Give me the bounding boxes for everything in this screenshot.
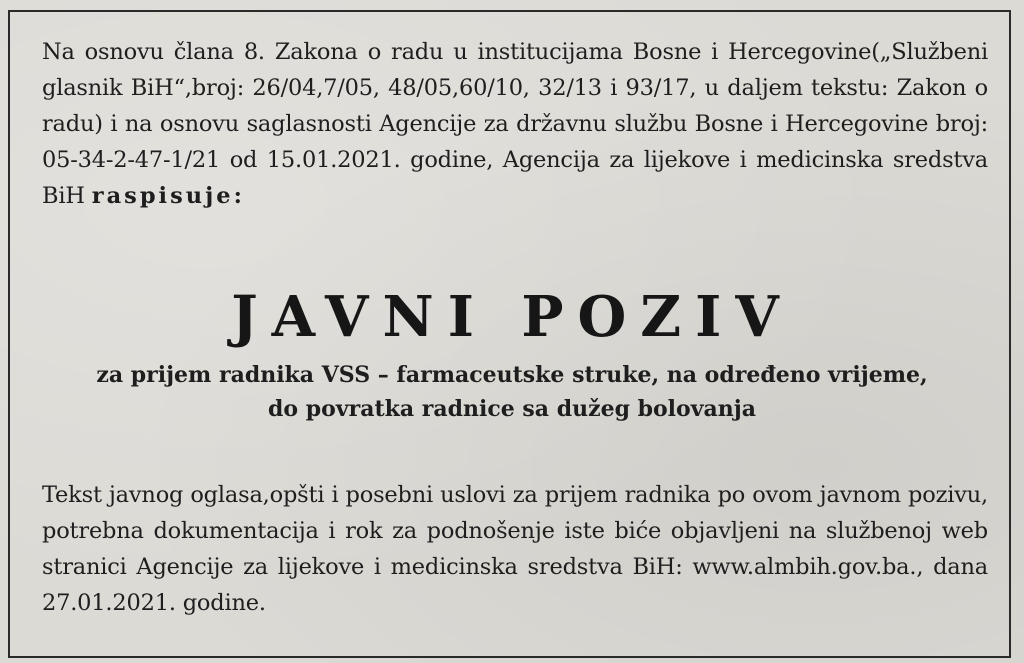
subtitle-line-1: za prijem radnika VSS – farmaceutske struke, na određeno vrijeme, xyxy=(96,362,928,388)
subtitle-line-2: do povratka radnice sa dužeg bolovanja xyxy=(268,396,756,422)
intro-paragraph xyxy=(42,34,988,214)
notice-subtitle xyxy=(0,358,1024,426)
intro-text: Na osnovu člana 8. Zakona o radu u institucijama Bosne i Hercegovine(„Službeni glasnik BiH“,broj: 26/04,7/05, 48/05,60/10, 32/13 i 93/17, u daljem tekstu: Zakon o radu) i na osnovu saglasnosti Agencije za državnu službu Bosne i Hercegovine broj: 05-34-2-47-1/21 od 15.01.2021. godine, Agencija za lijekove i medicinska sredstva BiH xyxy=(42,39,988,209)
intro-emphasis: raspisuje: xyxy=(91,183,245,209)
notice-title: JAVNI POZIV xyxy=(231,284,793,350)
body-paragraph: Tekst javnog oglasa,opšti i posebni uslovi za prijem radnika po ovom javnom pozivu, potrebna dokumentacija i rok za podnošenje iste biće objavljeni na službenoj web stranici Agencije za lijekove i medicinska sredstva BiH: www.almbih.gov.ba., dana 27.01.2021. godine. xyxy=(42,482,988,616)
